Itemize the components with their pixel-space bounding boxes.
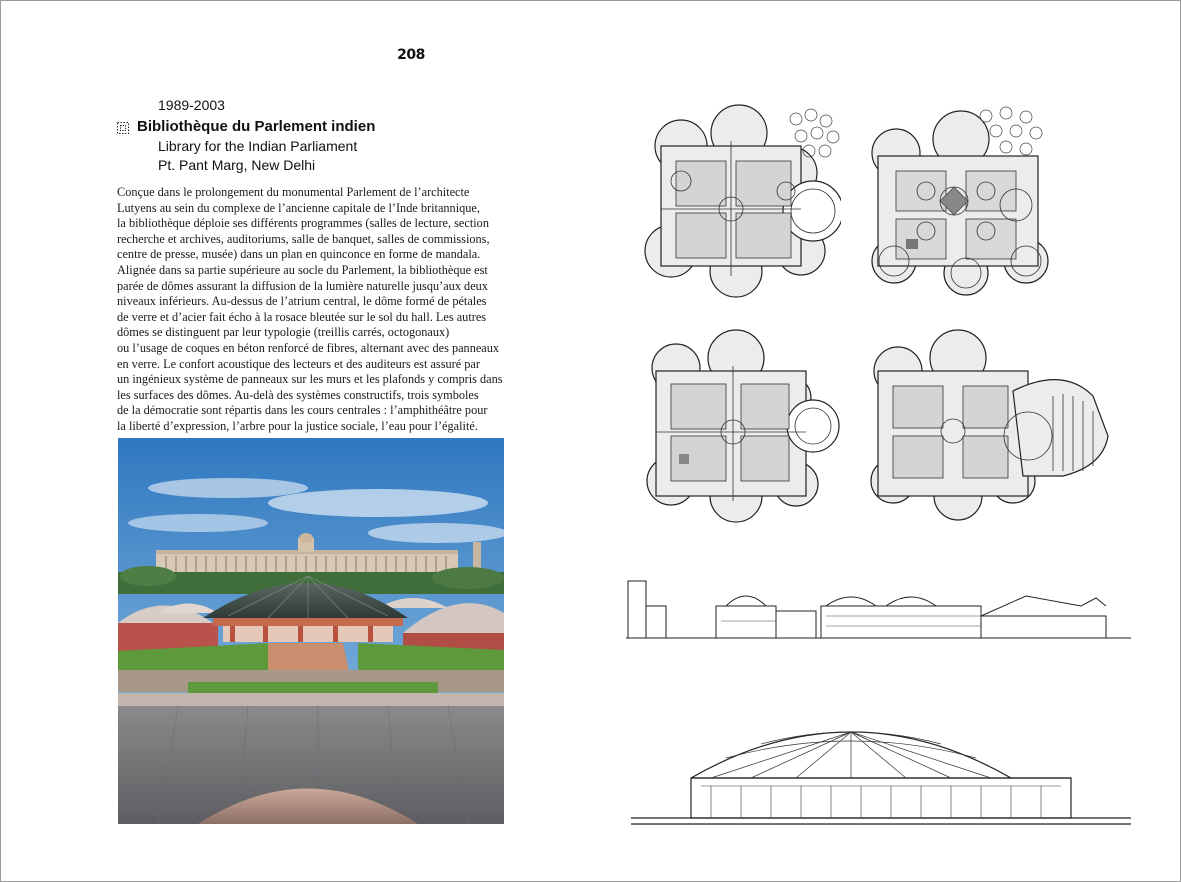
- body-line: de la démocratie sont répartis dans les cours centrales : l’amphithéâtre pour: [117, 403, 488, 418]
- body-line: les surfaces des dômes. Au-delà des systèmes constructifs, trois symboles: [117, 387, 479, 402]
- body-line: parée de dômes assurant la diffusion de la lumière naturelle jusqu’aux deux: [117, 278, 488, 293]
- body-line: recherche et archives, auditoriums, salle de banquet, salles de commissions,: [117, 231, 490, 246]
- project-title: Bibliothèque du Parlement indien: [137, 118, 376, 135]
- body-line: la bibliothèque déploie ses différents programmes (salles de lecture, section: [117, 216, 489, 231]
- body-text: [117, 185, 507, 435]
- body-line: en verre. Le confort acoustique des lecteurs et des auditeurs est assuré par: [117, 356, 480, 371]
- body-line: un ingénieux système de panneaux sur les murs et les plafonds y compris dans: [117, 372, 503, 387]
- body-line: ou l’usage de coques en béton renforcé de fibres, alternant avec des panneaux: [117, 340, 500, 355]
- body-line: centre de presse, musée) dans un plan en quinconce en forme de mandala.: [117, 247, 481, 262]
- body-line: Alignée dans sa partie supérieure au socle du Parlement, la bibliothèque est: [117, 262, 488, 277]
- library-photograph: [118, 438, 504, 824]
- floor-plan-2: [866, 101, 1066, 301]
- floor-plan-1: [641, 101, 841, 301]
- floor-plan-3: [641, 326, 841, 526]
- project-subtitle: Library for the Indian Parliament: [158, 138, 358, 154]
- page-number: 208: [397, 47, 425, 63]
- floor-plan-4: [863, 326, 1118, 526]
- body-line: Lutyens au sein du complexe de l’ancienne capitale de l’Inde britannique,: [117, 200, 480, 215]
- project-years: 1989-2003: [158, 97, 225, 113]
- dome-elevation: [631, 706, 1131, 831]
- body-line: dômes se distinguent par leur typologie (treillis carrés, octogonaux): [117, 325, 450, 340]
- dotted-square-icon: [117, 122, 129, 134]
- longitudinal-section: [626, 576, 1131, 646]
- body-line: la liberté d’expression, l’arbre pour la justice sociale, l’eau pour l’égalité.: [117, 418, 478, 433]
- body-line: niveaux inférieurs. Au-dessus de l’atrium central, le dôme formé de pétales: [117, 294, 487, 309]
- body-line: de verre et d’acier fait écho à la rosace bleutée sur le sol du hall. Les autres: [117, 309, 487, 324]
- project-address: Pt. Pant Marg, New Delhi: [158, 157, 316, 173]
- body-line: Conçue dans le prolongement du monumental Parlement de l’architecte: [117, 185, 470, 199]
